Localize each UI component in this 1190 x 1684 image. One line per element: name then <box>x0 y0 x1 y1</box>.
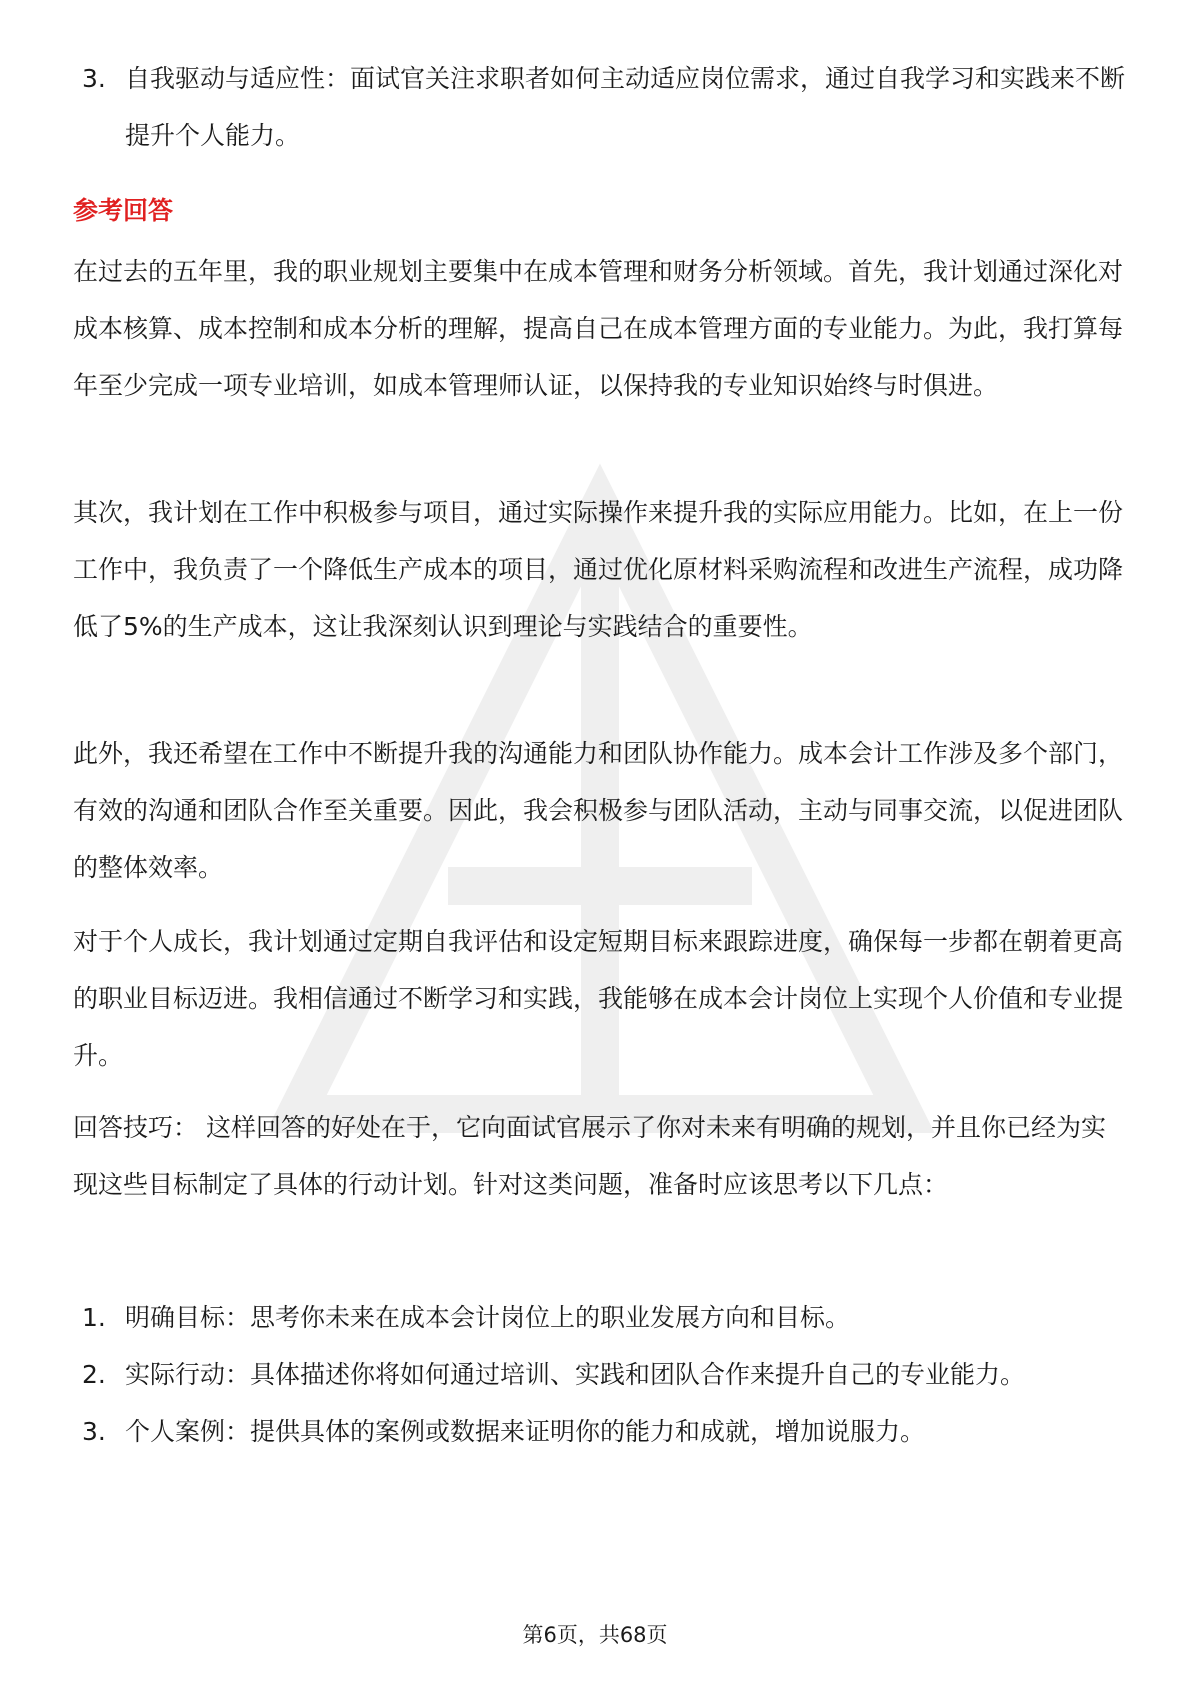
list-item-text: 明确目标：思考你未来在成本会计岗位上的职业发展方向和目标。 <box>125 1303 851 1332</box>
section-heading: 参考回答 <box>73 196 174 225</box>
list-item <box>0 1289 1190 1346</box>
list-item-text: 个人案例：提供具体的案例或数据来证明你的能力和成就，增加说服力。 <box>125 1417 926 1446</box>
list-number: 1. <box>82 1303 106 1332</box>
top-numbered-list <box>0 50 1190 164</box>
answer-paragraph-4: 对于个人成长，我计划通过定期自我评估和设定短期目标来跟踪进度，确保每一步都在朝着更高的职业目标迈进。我相信通过不断学习和实践，我能够在成本会计岗位上实现个人价值和专业提升。 <box>73 927 1124 1070</box>
answer-paragraph-3: 此外，我还希望在工作中不断提升我的沟通能力和团队协作能力。成本会计工作涉及多个部门，有效的沟通和团队合作至关重要。因此，我会积极参与团队活动，主动与同事交流，以促进团队的整体效率。 <box>73 739 1124 882</box>
answer-paragraph-1: 在过去的五年里，我的职业规划主要集中在成本管理和财务分析领域。首先，我计划通过深化对成本核算、成本控制和成本分析的理解，提高自己在成本管理方面的专业能力。为此，我打算每年至少完成一项专业培训，如成本管理师认证，以保持我的专业知识始终与时俱进。 <box>73 257 1124 400</box>
answer-paragraph-2: 其次，我计划在工作中积极参与项目，通过实际操作来提升我的实际应用能力。比如，在上一份工作中，我负责了一个降低生产成本的项目，通过优化原材料采购流程和改进生产流程，成功降低了5%的生产成本，这让我深刻认识到理论与实践结合的重要性。 <box>73 498 1124 641</box>
list-number: 2. <box>82 1360 106 1389</box>
tips-intro-paragraph: 回答技巧： 这样回答的好处在于，它向面试官展示了你对未来有明确的规划，并且你已经为实现这些目标制定了具体的行动计划。针对这类问题，准备时应该思考以下几点： <box>73 1113 1106 1199</box>
list-item-text: 实际行动：具体描述你将如何通过培训、实践和团队合作来提升自己的专业能力。 <box>125 1360 1026 1389</box>
page-footer: 第6页，共68页 <box>522 1623 668 1647</box>
list-item <box>0 50 1190 164</box>
list-item <box>0 1403 1190 1460</box>
tips-numbered-list <box>0 1289 1190 1460</box>
list-number: 3. <box>82 64 106 93</box>
list-number: 3. <box>82 1417 106 1446</box>
list-item <box>0 1346 1190 1403</box>
list-item-text: 自我驱动与适应性：面试官关注求职者如何主动适应岗位需求，通过自我学习和实践来不断提升个人能力。 <box>125 64 1126 150</box>
